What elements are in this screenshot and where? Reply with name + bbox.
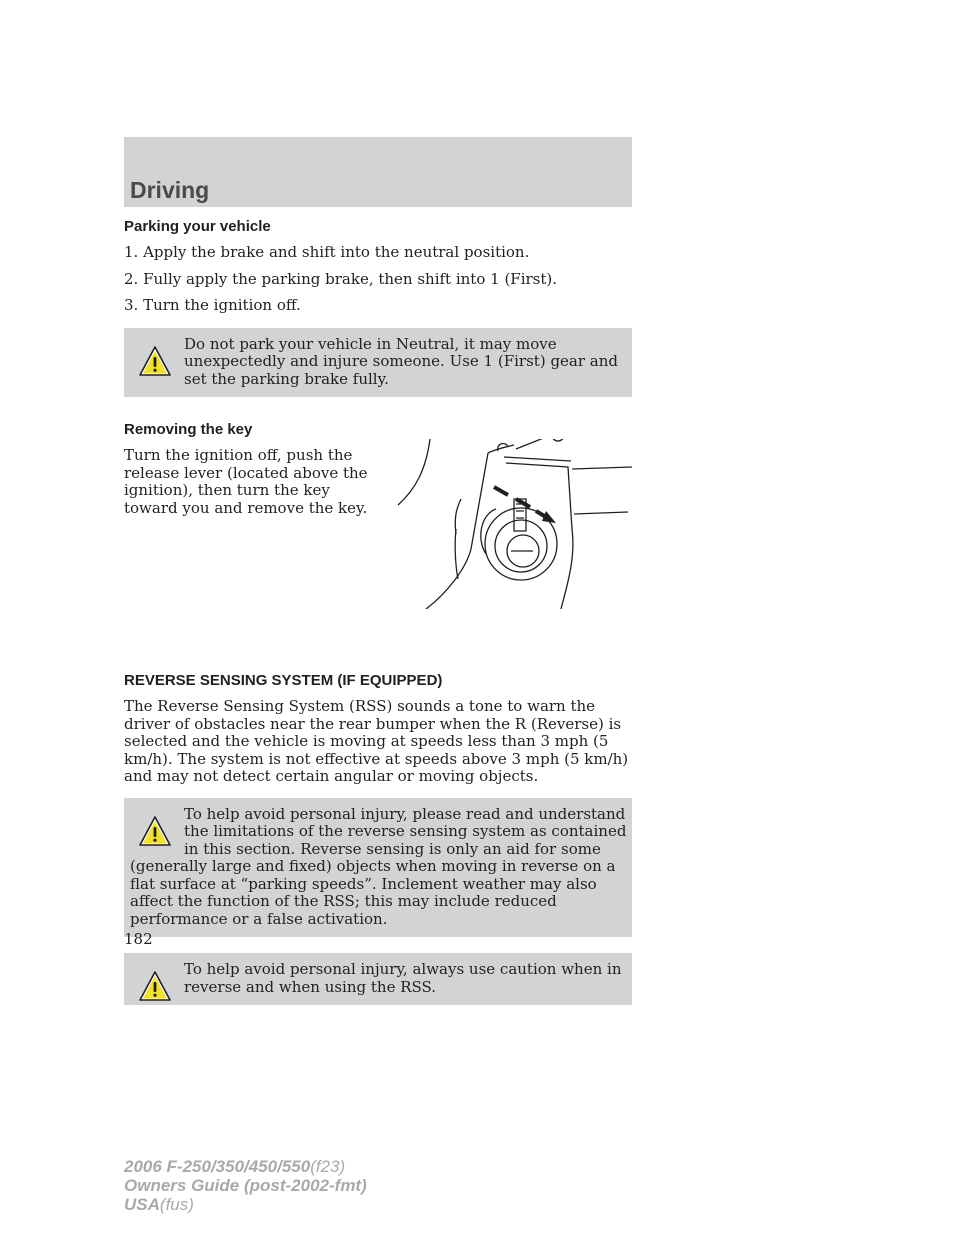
- rss-warning-text-1: To help avoid personal injury, please read and understand the limitations of the reverse sensing system as contained in this section. Reverse sensing is only an aid for some (generally large and fixed) objects when moving in reverse on a flat surface at “parking speeds”. Inclement weather may also affect the function of the RSS; this may include reduced performance or a false activation.: [130, 804, 627, 928]
- parking-step-2: 2. Fully apply the parking brake, then shift into 1 (First).: [124, 269, 558, 288]
- document-footer: [124, 1157, 367, 1214]
- parking-heading: Parking your vehicle: [124, 218, 271, 235]
- ignition-key-illustration: [396, 439, 632, 609]
- rss-warning-text-2: To help avoid personal injury, always use caution when in reverse and when using the RSS.: [184, 960, 622, 996]
- footer-market: USA: [124, 1195, 160, 1214]
- warning-triangle-icon: [138, 814, 172, 848]
- footer-model-code: (f23): [310, 1157, 346, 1176]
- section-title: Driving: [130, 177, 210, 203]
- page-content: [124, 218, 632, 1005]
- parking-warning-text: Do not park your vehicle in Neutral, it may move unexpectedly and injure someone. Use 1 (First) gear and set the parking brake fully.: [184, 334, 619, 388]
- footer-model: 2006 F-250/350/450/550: [124, 1157, 311, 1176]
- parking-warning-box: [124, 328, 632, 398]
- warning-triangle-icon: [138, 344, 172, 378]
- rss-heading: REVERSE SENSING SYSTEM (IF EQUIPPED): [124, 672, 443, 689]
- footer-line-3: [124, 1195, 367, 1214]
- parking-step-3: 3. Turn the ignition off.: [124, 296, 301, 314]
- footer-line-1: [124, 1157, 367, 1176]
- rss-text: The Reverse Sensing System (RSS) sounds a tone to warn the driver of obstacles near the rear bumper when the R (Reverse) is selected and the vehicle is moving at speeds less than 3 mph (5 km/h). The system is not effective at speeds above 3 mph (5 km/h) and may not detect certain angular or moving objects.: [124, 697, 629, 785]
- section-header: [124, 137, 632, 207]
- rss-warning-box-2: [124, 953, 632, 1005]
- warning-triangle-icon: [138, 969, 172, 1003]
- key-section: [124, 421, 632, 666]
- page-number: 182: [124, 930, 153, 948]
- key-text: Turn the ignition off, push the release lever (located above the ignition), then turn the key toward you and remove the key.: [124, 446, 368, 517]
- key-heading: Removing the key: [124, 421, 253, 438]
- footer-market-code: (fus): [159, 1195, 194, 1214]
- footer-guide: Owners Guide (post-2002-fmt): [124, 1176, 367, 1195]
- footer-line-2: [124, 1176, 367, 1195]
- rss-warning-box-1: [124, 798, 632, 938]
- parking-step-1: 1. Apply the brake and shift into the neutral position.: [124, 243, 530, 261]
